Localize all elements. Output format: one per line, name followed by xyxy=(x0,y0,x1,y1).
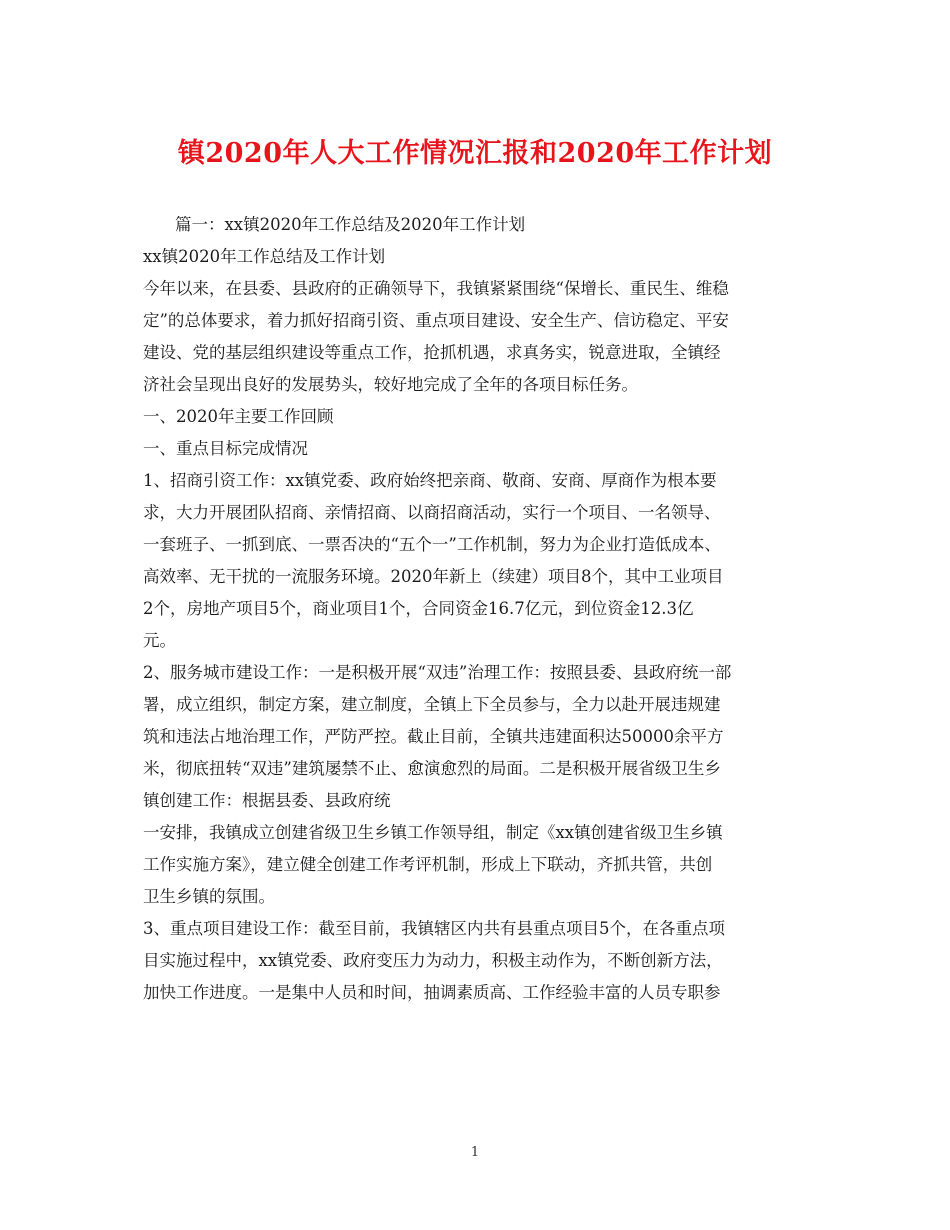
paragraph-line: 署，成立组织，制定方案，建立制度，全镇上下全员参与，全力以赴开展违规建 xyxy=(143,695,721,714)
paragraph-line: 加快工作进度。一是集中人员和时间，抽调素质高、工作经验丰富的人员专职参 xyxy=(143,983,721,1002)
paragraph-line: 目实施过程中，xx镇党委、政府变压力为动力，积极主动作为，不断创新方法， xyxy=(143,951,723,970)
paragraph-line: 一安排，我镇成立创建省级卫生乡镇工作领导组，制定《xx镇创建省级卫生乡镇 xyxy=(143,823,723,842)
document-title: 镇2020年人大工作情况汇报和2020年工作计划 xyxy=(177,138,773,169)
paragraph-line: 2、服务城市建设工作：一是积极开展“双违”治理工作：按照县委、县政府统一部 xyxy=(143,663,732,682)
paragraph-line: 建设、党的基层组织建设等重点工作，抢抓机遇，求真务实，锐意进取，全镇经 xyxy=(143,343,721,362)
paragraph-line: 筑和违法占地治理工作，严防严控。截止目前，全镇共违建面积达50000余平方 xyxy=(143,727,724,746)
page-number: 1 xyxy=(470,1145,480,1160)
paragraph-line: 元。 xyxy=(143,631,176,650)
paragraph-line: 卫生乡镇的氛围。 xyxy=(143,887,275,906)
paragraph-line: 一套班子、一抓到底、一票否决的“五个一”工作机制，努力为企业打造低成本、 xyxy=(143,535,721,554)
paragraph-line: 镇创建工作：根据县委、县政府统 xyxy=(143,791,391,810)
paragraph-line: 3、重点项目建设工作：截至目前，我镇辖区内共有县重点项目5个，在各重点项 xyxy=(143,919,725,938)
section-heading: 篇一：xx镇2020年工作总结及2020年工作计划 xyxy=(175,215,526,234)
paragraph-line: 济社会呈现出良好的发展势头，较好地完成了全年的各项目标任务。 xyxy=(143,375,638,394)
heading-line: 一、重点目标完成情况 xyxy=(143,439,308,458)
paragraph-line: 求，大力开展团队招商、亲情招商、以商招商活动，实行一个项目、一名领导、 xyxy=(143,503,721,522)
paragraph-line: 1、招商引资工作：xx镇党委、政府始终把亲商、敬商、安商、厚商作为根本要 xyxy=(143,471,717,490)
heading-line: 一、2020年主要工作回顾 xyxy=(143,407,334,426)
paragraph-line: 今年以来，在县委、县政府的正确领导下，我镇紧紧围绕“保增长、重民生、维稳 xyxy=(143,279,729,298)
document-body xyxy=(143,209,823,1009)
subtitle-line: xx镇2020年工作总结及工作计划 xyxy=(143,247,386,266)
paragraph-line: 高效率、无干扰的一流服务环境。2020年新上（续建）项目8个，其中工业项目 xyxy=(143,567,724,586)
paragraph-line: 工作实施方案》，建立健全创建工作考评机制，形成上下联动，齐抓共管，共创 xyxy=(143,855,713,874)
paragraph-line: 米，彻底扭转“双违”建筑屡禁不止、愈演愈烈的局面。二是积极开展省级卫生乡 xyxy=(143,759,721,778)
paragraph-line: 2个，房地产项目5个，商业项目1个，合同资金16.7亿元，到位资金12.3亿 xyxy=(143,599,694,618)
paragraph-line: 定”的总体要求，着力抓好招商引资、重点项目建设、安全生产、信访稳定、平安 xyxy=(143,311,729,330)
